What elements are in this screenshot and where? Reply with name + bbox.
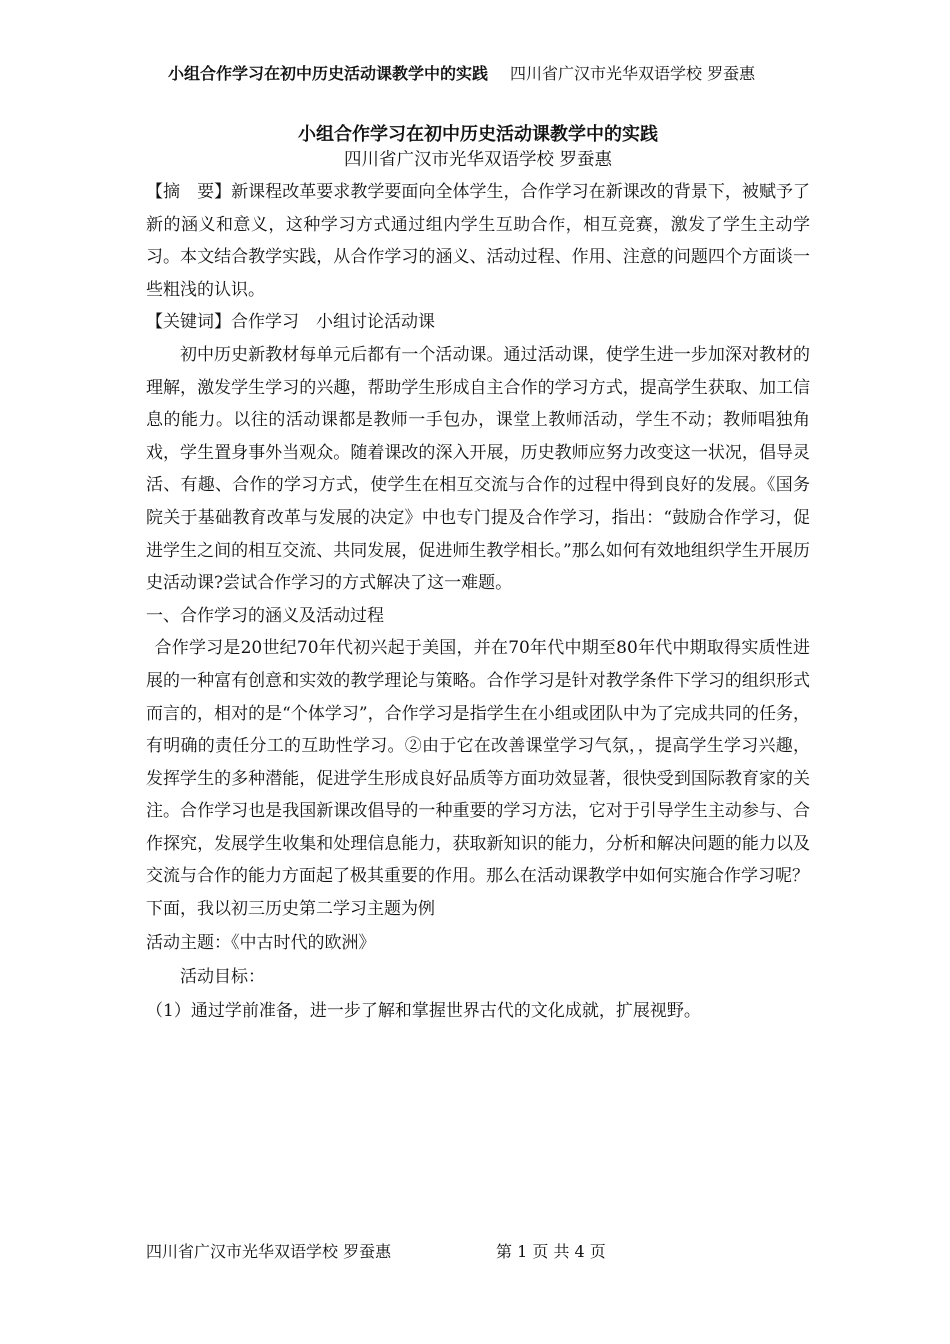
page-header (168, 62, 808, 86)
example-line: 下面，我以初三历史第二学习主题为例 (146, 899, 435, 920)
document-author: 四川省广汉市光华双语学校 罗蚕惠 (343, 150, 613, 170)
header-title: 小组合作学习在初中历史活动课教学中的实践 (168, 64, 489, 83)
header-author: 四川省广汉市光华双语学校 罗蚕惠 (510, 64, 756, 83)
keywords-line: 【关键词】合作学习 小组讨论活动课 (146, 312, 435, 333)
document-title: 小组合作学习在初中历史活动课教学中的实践 (298, 124, 658, 145)
abstract-paragraph: 【摘 要】新课程改革要求教学要面向全体学生，合作学习在新课改的背景下，被赋予了新的涵义和意义，这种学习方式通过组内学生互助合作，相互竞赛，激发了学生主动学习。本文结合教学实践，从合作学习的涵义、活动过程、作用、注意的问题四个方面谈一些粗浅的认识。 (146, 182, 810, 300)
document-body (146, 122, 810, 1028)
page-footer (146, 1240, 810, 1264)
activity-goal-1: （1）通过学前准备，进一步了解和掌握世界古代的文化成就，扩展视野。 (146, 1000, 701, 1021)
section-1-heading: 一、合作学习的涵义及活动过程 (146, 605, 384, 626)
activity-theme: 活动主题：《中古时代的欧洲》 (146, 932, 376, 953)
section-1-paragraph: 合作学习是20世纪70年代初兴起于美国，并在70年代中期至80年代中期取得实质性进展的一种富有创意和实效的教学理论与策略。合作学习是针对教学条件下学习的组织形式而言的，相对的是“个体学习”，合作学习是指学生在小组或团队中为了完成共同的任务，有明确的责任分工的互助性学习。②由于它在改善课堂学习气氛，，提高学生学习兴趣，发挥学生的多种潜能，促进学生形成良好品质等方面功效显著，很快受到国际教育家的关注。合作学习也是我国新课改倡导的一种重要的学习方法，它对于引导学生主动参与、合作探究，发展学生收集和处理信息能力，获取新知识的能力，分析和解决问题的能力以及交流与合作的能力方面起了极其重要的作用。那么在活动课教学中如何实施合作学习呢？ (146, 638, 810, 887)
activity-goal-label: 活动目标： (180, 966, 265, 987)
footer-page-number: 第 1 页 共 4 页 (496, 1242, 606, 1261)
footer-author: 四川省广汉市光华双语学校 罗蚕惠 (146, 1242, 392, 1261)
intro-paragraph: 初中历史新教材每单元后都有一个活动课。通过活动课，使学生进一步加深对教材的理解，激发学生学习的兴趣，帮助学生形成自主合作的学习方式，提高学生获取、加工信息的能力。以往的活动课都是教师一手包办，课堂上教师活动，学生不动；教师唱独角戏，学生置身事外当观众。随着课改的深入开展，历史教师应努力改变这一状况，倡导灵活、有趣、合作的学习方式，使学生在相互交流与合作的过程中得到良好的发展。《国务院关于基础教育改革与发展的决定》中也专门提及合作学习，指出：“鼓励合作学习，促进学生之间的相互交流、共同发展，促进师生教学相长。”那么如何有效地组织学生开展历史活动课?尝试合作学习的方式解决了这一难题。 (146, 344, 810, 594)
